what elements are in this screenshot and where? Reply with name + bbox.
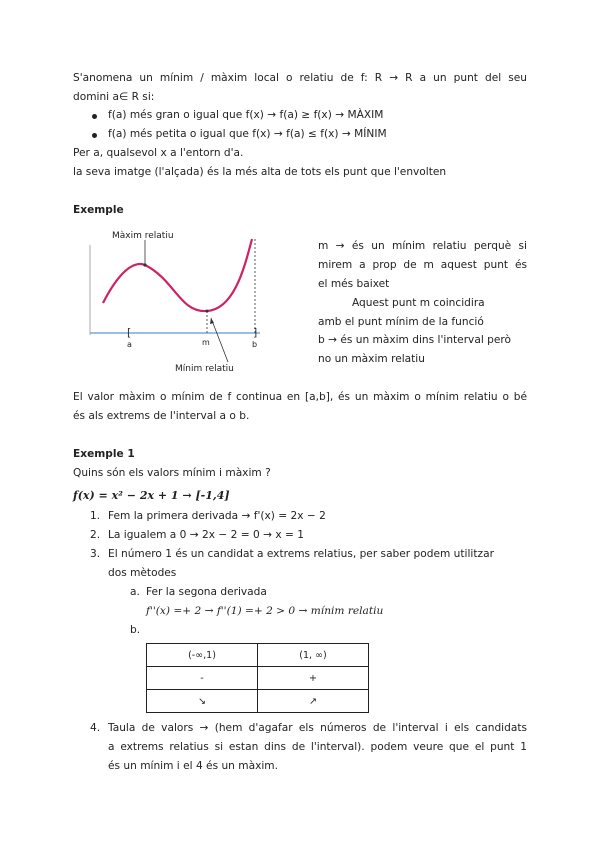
sub-a-letter: a. — [130, 586, 140, 598]
step-1-text: Fem la primera derivada → f'(x) = 2x − 2 — [108, 510, 326, 522]
exemple-paragraph-1: El valor màxim o mínim de f continua en [a,b], és un màxim o mínim relatiu o bé — [73, 391, 527, 403]
graph-curve — [103, 239, 252, 311]
label-minim-relatiu: Mínim relatiu — [175, 364, 234, 374]
side-text-5: amb el punt mínim de la funció — [318, 316, 484, 328]
exemple-paragraph-2: és als extrems de l'interval a o b. — [73, 410, 250, 422]
sign-table-header: (-∞,1) — [147, 644, 258, 667]
sub-b-letter: b. — [130, 624, 141, 636]
step-4-text: Taula de valors → (hem d'agafar els números de l'interval i els candidats — [108, 722, 527, 734]
side-text-3: el més baixet — [318, 278, 390, 290]
bullet-dot — [92, 133, 97, 138]
intro-line-2: domini a∈ R si: — [73, 91, 155, 103]
exemple1-question: Quins són els valors mínim i màxim ? — [73, 467, 271, 479]
step-3-text: El número 1 és un candidat a extrems relatius, per saber podem utilitzar — [108, 548, 494, 560]
bullet-dot — [92, 114, 97, 119]
sign-table — [146, 643, 369, 713]
exemple1-function: f(x) = x² − 2x + 1 → [-1,4] — [73, 489, 230, 502]
bracket-right: ] — [253, 326, 258, 339]
step-2-number: 2. — [90, 529, 101, 541]
graph-min-arrow — [211, 318, 228, 362]
exemple-heading: Exemple — [73, 204, 124, 216]
step-2-text: La igualem a 0 → 2x − 2 = 0 → x = 1 — [108, 529, 304, 541]
sign-table-header: (1, ∞) — [258, 644, 369, 667]
bracket-left: [ — [127, 326, 132, 339]
local-extrema-graph — [85, 225, 275, 375]
bullet-maxim: f(a) més gran o igual que f(x) → f(a) ≥ f(x) → MÀXIM — [108, 109, 384, 121]
step-4-text-end: és un mínim i el 4 és un màxim. — [108, 760, 278, 772]
sign-table-sign: - — [147, 667, 258, 690]
side-text-7: no un màxim relatiu — [318, 353, 425, 365]
label-maxim-relatiu: Màxim relatiu — [112, 231, 174, 241]
sub-a-text: Fer la segona derivada — [146, 586, 267, 598]
intro-line-1: S'anomena un mínim / màxim local o relatiu de f: R → R a un punt del seu — [73, 72, 527, 84]
label-m: m — [202, 338, 210, 347]
bullet-minim: f(a) més petita o igual que f(x) → f(a) ≤ f(x) → MÍNIM — [108, 128, 387, 140]
side-text-1: m → és un mínim relatiu perquè si — [318, 240, 527, 252]
intro-line-3: Per a, qualsevol x a l'entorn d'a. — [73, 147, 244, 159]
increasing-arrow-icon: ↗ — [258, 690, 369, 713]
exemple1-heading: Exemple 1 — [73, 448, 135, 460]
side-text-6: b → és un màxim dins l'interval però — [318, 334, 511, 346]
side-text-4: Aquest punt m coincidira — [352, 297, 485, 309]
label-a: a — [127, 340, 132, 349]
sign-table-sign: + — [258, 667, 369, 690]
side-text-2: mirem a prop de m aquest punt és — [318, 259, 527, 271]
step-4-text-cont: a extrems relatius si estan dins de l'interval). podem veure que el punt 1 — [108, 741, 527, 753]
arrow-head-icon — [210, 318, 214, 324]
step-3-number: 3. — [90, 548, 101, 560]
label-b: b — [252, 340, 258, 349]
step-4-number: 4. — [90, 722, 101, 734]
decreasing-arrow-icon: ↘ — [147, 690, 258, 713]
step-1-number: 1. — [90, 510, 101, 522]
graph-min-point — [206, 310, 209, 313]
step-3-text-cont: dos mètodes — [108, 567, 177, 579]
sub-a-formula: f''(x) =+ 2 → f''(1) =+ 2 > 0 → mínim relatiu — [146, 605, 384, 617]
intro-line-4: la seva imatge (l'alçada) és la més alta de tots els punt que l'envolten — [73, 166, 447, 178]
